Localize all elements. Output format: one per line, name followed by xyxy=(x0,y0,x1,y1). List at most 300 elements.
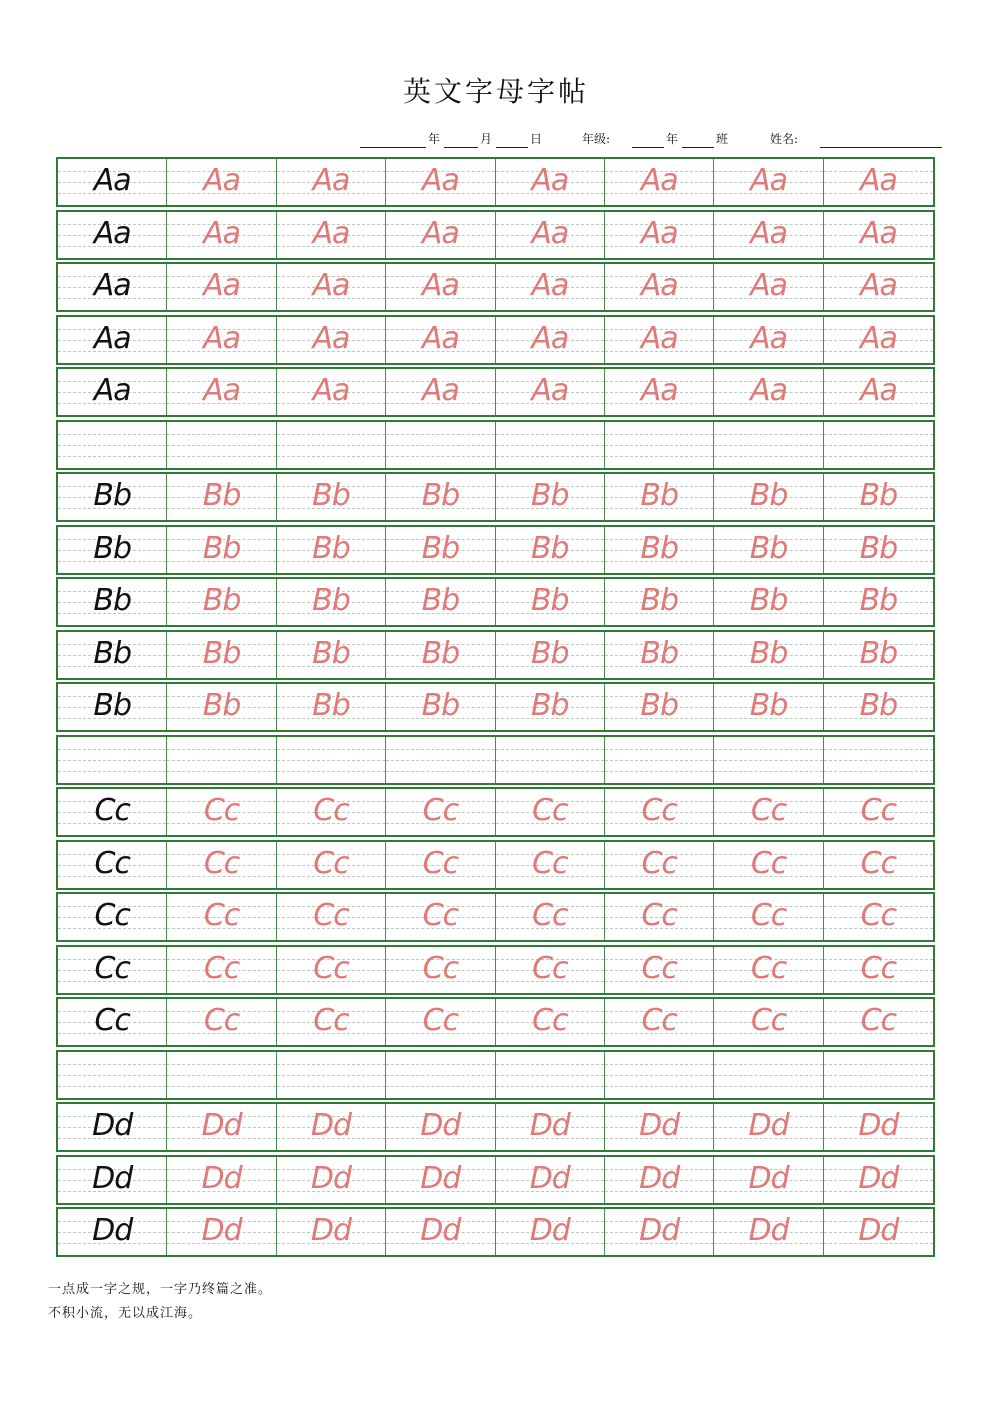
year-blank[interactable] xyxy=(360,147,426,148)
trace-cell[interactable] xyxy=(714,579,823,625)
trace-letter: Cc xyxy=(532,1003,568,1038)
trace-cell[interactable] xyxy=(167,159,276,205)
trace-letter: Aa xyxy=(203,373,241,408)
trace-cell[interactable] xyxy=(496,527,605,573)
guide-line xyxy=(714,1086,822,1087)
trace-cell[interactable] xyxy=(277,789,386,835)
trace-cell[interactable] xyxy=(277,579,386,625)
trace-cell[interactable] xyxy=(496,947,605,993)
trace-cell[interactable] xyxy=(386,947,495,993)
trace-cell[interactable] xyxy=(167,737,276,783)
name-label: 姓名: xyxy=(770,132,799,146)
model-cell[interactable] xyxy=(58,842,167,888)
trace-cell[interactable] xyxy=(714,474,823,520)
model-cell[interactable] xyxy=(58,579,167,625)
trace-letter: Cc xyxy=(860,898,897,933)
guide-line xyxy=(58,1064,166,1065)
trace-cell[interactable] xyxy=(277,632,386,678)
guide-line xyxy=(605,749,713,750)
trace-cell[interactable] xyxy=(386,789,495,835)
trace-letter: Dd xyxy=(748,1213,789,1248)
trace-cell[interactable] xyxy=(386,894,495,940)
trace-cell[interactable] xyxy=(386,422,495,468)
guide-line xyxy=(824,771,933,772)
trace-letter: Bb xyxy=(749,478,788,513)
trace-cell[interactable] xyxy=(167,684,276,730)
trace-cell[interactable] xyxy=(714,527,823,573)
trace-cell[interactable] xyxy=(277,317,386,363)
trace-cell[interactable] xyxy=(167,1157,276,1203)
trace-cell[interactable] xyxy=(605,579,714,625)
trace-letter: Aa xyxy=(859,268,897,303)
trace-cell[interactable] xyxy=(605,947,714,993)
trace-cell[interactable] xyxy=(386,999,495,1045)
trace-letter: Aa xyxy=(640,163,678,198)
trace-cell[interactable] xyxy=(714,894,823,940)
trace-letter: Cc xyxy=(860,950,897,986)
guide-line xyxy=(167,456,275,457)
trace-cell[interactable] xyxy=(605,527,714,573)
trace-cell[interactable] xyxy=(386,579,495,625)
model-cell[interactable] xyxy=(58,212,167,258)
trace-letter: Aa xyxy=(531,268,569,303)
trace-cell[interactable] xyxy=(277,684,386,730)
model-letter: Aa xyxy=(93,268,131,303)
trace-letter: Bb xyxy=(421,583,460,618)
practice-row-bb xyxy=(56,472,935,522)
trace-cell[interactable] xyxy=(605,789,714,835)
trace-cell[interactable] xyxy=(496,159,605,205)
trace-letter: Dd xyxy=(748,1160,789,1196)
model-cell[interactable] xyxy=(58,684,167,730)
trace-cell[interactable] xyxy=(277,527,386,573)
trace-cell[interactable] xyxy=(714,1052,823,1098)
trace-letter: Cc xyxy=(860,793,897,828)
trace-cell[interactable] xyxy=(824,1209,933,1255)
trace-letter: Dd xyxy=(748,1108,789,1143)
trace-cell[interactable] xyxy=(167,632,276,678)
handwriting-grid xyxy=(56,157,933,1258)
trace-cell[interactable] xyxy=(167,947,276,993)
model-letter: Dd xyxy=(92,1160,133,1196)
trace-cell[interactable] xyxy=(277,212,386,258)
trace-cell[interactable] xyxy=(496,474,605,520)
trace-cell[interactable] xyxy=(605,474,714,520)
trace-cell[interactable] xyxy=(714,842,823,888)
trace-cell[interactable] xyxy=(496,1052,605,1098)
trace-letter: Bb xyxy=(312,530,350,566)
model-letter: Aa xyxy=(93,215,131,251)
trace-cell[interactable] xyxy=(496,422,605,468)
trace-cell[interactable] xyxy=(824,264,933,310)
trace-letter: Bb xyxy=(421,688,460,723)
trace-letter: Bb xyxy=(530,688,569,723)
trace-cell[interactable] xyxy=(605,737,714,783)
trace-cell[interactable] xyxy=(496,632,605,678)
trace-cell[interactable] xyxy=(824,1104,933,1150)
trace-cell[interactable] xyxy=(824,1157,933,1203)
trace-letter: Dd xyxy=(858,1108,899,1143)
model-cell[interactable] xyxy=(58,1052,167,1098)
guide-line xyxy=(824,1086,933,1087)
trace-letter: Cc xyxy=(203,845,240,881)
trace-cell[interactable] xyxy=(605,684,714,730)
trace-cell[interactable] xyxy=(605,894,714,940)
trace-cell[interactable] xyxy=(605,264,714,310)
trace-cell[interactable] xyxy=(277,737,386,783)
guide-line xyxy=(277,1075,385,1076)
model-cell[interactable] xyxy=(58,527,167,573)
trace-cell[interactable] xyxy=(605,1052,714,1098)
trace-letter: Aa xyxy=(421,163,459,198)
trace-cell[interactable] xyxy=(167,264,276,310)
model-letter: Cc xyxy=(94,1003,130,1038)
guide-line xyxy=(714,1064,822,1065)
trace-cell[interactable] xyxy=(824,1052,933,1098)
model-letter: Aa xyxy=(93,373,131,408)
model-cell[interactable] xyxy=(58,894,167,940)
trace-cell[interactable] xyxy=(605,632,714,678)
trace-letter: Cc xyxy=(641,950,677,986)
model-cell[interactable] xyxy=(58,474,167,520)
guide-line xyxy=(496,456,604,457)
trace-cell[interactable] xyxy=(277,1209,386,1255)
guide-line xyxy=(167,771,275,772)
trace-cell[interactable] xyxy=(496,264,605,310)
grade-year-blank[interactable] xyxy=(632,147,664,148)
model-letter: Aa xyxy=(93,320,131,356)
trace-cell[interactable] xyxy=(277,1104,386,1150)
trace-cell[interactable] xyxy=(496,579,605,625)
trace-cell[interactable] xyxy=(167,369,276,415)
trace-cell[interactable] xyxy=(386,317,495,363)
student-info-line xyxy=(360,130,945,150)
trace-cell[interactable] xyxy=(824,422,933,468)
trace-letter: Aa xyxy=(531,320,569,356)
trace-cell[interactable] xyxy=(277,1052,386,1098)
guide-line xyxy=(605,456,713,457)
trace-letter: Aa xyxy=(640,320,678,356)
guide-line xyxy=(714,445,822,446)
trace-letter: Bb xyxy=(530,478,569,513)
trace-cell[interactable] xyxy=(824,894,933,940)
model-cell[interactable] xyxy=(58,789,167,835)
trace-cell[interactable] xyxy=(714,1104,823,1150)
trace-cell[interactable] xyxy=(824,159,933,205)
trace-cell[interactable] xyxy=(496,894,605,940)
trace-cell[interactable] xyxy=(605,1157,714,1203)
model-cell[interactable] xyxy=(58,317,167,363)
practice-row-bb xyxy=(56,577,935,627)
trace-cell[interactable] xyxy=(605,212,714,258)
model-cell[interactable] xyxy=(58,1104,167,1150)
model-cell[interactable] xyxy=(58,1209,167,1255)
trace-letter: Aa xyxy=(859,320,897,356)
trace-letter: Cc xyxy=(860,845,897,881)
trace-cell[interactable] xyxy=(496,1157,605,1203)
trace-cell[interactable] xyxy=(824,212,933,258)
trace-cell[interactable] xyxy=(605,999,714,1045)
trace-cell[interactable] xyxy=(386,212,495,258)
trace-letter: Bb xyxy=(202,530,241,566)
trace-cell[interactable] xyxy=(386,632,495,678)
model-cell[interactable] xyxy=(58,632,167,678)
model-letter: Dd xyxy=(92,1213,133,1248)
trace-letter: Aa xyxy=(312,268,350,303)
guide-line xyxy=(386,760,494,761)
trace-letter: Cc xyxy=(750,793,787,828)
trace-cell[interactable] xyxy=(714,159,823,205)
trace-cell[interactable] xyxy=(386,1104,495,1150)
trace-letter: Bb xyxy=(749,530,788,566)
trace-cell[interactable] xyxy=(167,579,276,625)
trace-letter: Bb xyxy=(202,635,241,671)
trace-letter: Bb xyxy=(640,583,678,618)
model-cell[interactable] xyxy=(58,264,167,310)
trace-letter: Bb xyxy=(421,530,460,566)
trace-letter: Aa xyxy=(203,320,241,356)
model-cell[interactable] xyxy=(58,947,167,993)
trace-cell[interactable] xyxy=(496,789,605,835)
guide-line xyxy=(605,1075,713,1076)
trace-cell[interactable] xyxy=(386,264,495,310)
trace-letter: Aa xyxy=(531,373,569,408)
trace-letter: Cc xyxy=(422,1003,459,1038)
trace-letter: Cc xyxy=(313,950,349,986)
trace-cell[interactable] xyxy=(167,1052,276,1098)
trace-cell[interactable] xyxy=(824,632,933,678)
trace-letter: Cc xyxy=(532,950,568,986)
guide-line xyxy=(386,1064,494,1065)
trace-cell[interactable] xyxy=(824,684,933,730)
blank-practice-row xyxy=(56,1050,935,1100)
trace-cell[interactable] xyxy=(386,474,495,520)
practice-row-aa xyxy=(56,315,935,365)
trace-letter: Cc xyxy=(641,793,677,828)
trace-letter: Bb xyxy=(640,530,678,566)
trace-cell[interactable] xyxy=(605,1104,714,1150)
trace-letter: Bb xyxy=(530,530,569,566)
trace-cell[interactable] xyxy=(714,999,823,1045)
trace-cell[interactable] xyxy=(277,474,386,520)
trace-letter: Aa xyxy=(750,373,788,408)
guide-line xyxy=(167,760,275,761)
trace-cell[interactable] xyxy=(496,999,605,1045)
trace-cell[interactable] xyxy=(714,317,823,363)
guide-line xyxy=(277,456,385,457)
trace-letter: Bb xyxy=(530,635,569,671)
blank-practice-row xyxy=(56,420,935,470)
trace-cell[interactable] xyxy=(605,1209,714,1255)
trace-letter: Cc xyxy=(422,898,459,933)
trace-cell[interactable] xyxy=(277,159,386,205)
trace-cell[interactable] xyxy=(386,369,495,415)
trace-letter: Dd xyxy=(420,1213,461,1248)
trace-letter: Cc xyxy=(422,793,459,828)
model-cell[interactable] xyxy=(58,1157,167,1203)
month-blank[interactable] xyxy=(444,147,478,148)
trace-cell[interactable] xyxy=(167,317,276,363)
trace-cell[interactable] xyxy=(714,264,823,310)
trace-cell[interactable] xyxy=(386,737,495,783)
trace-letter: Dd xyxy=(639,1108,680,1143)
trace-cell[interactable] xyxy=(277,422,386,468)
trace-letter: Aa xyxy=(859,215,897,251)
trace-cell[interactable] xyxy=(824,474,933,520)
guide-line xyxy=(824,1075,933,1076)
grade-year-label: 年 xyxy=(666,132,679,146)
trace-letter: Bb xyxy=(859,530,898,566)
trace-letter: Aa xyxy=(421,268,459,303)
trace-letter: Bb xyxy=(859,478,898,513)
trace-letter: Aa xyxy=(203,163,241,198)
trace-cell[interactable] xyxy=(167,842,276,888)
trace-letter: Bb xyxy=(640,688,678,723)
guide-line xyxy=(386,445,494,446)
trace-letter: Dd xyxy=(529,1108,570,1143)
guide-line xyxy=(714,434,822,435)
guide-line xyxy=(714,1075,822,1076)
trace-letter: Bb xyxy=(202,478,241,513)
trace-cell[interactable] xyxy=(496,842,605,888)
trace-cell[interactable] xyxy=(496,317,605,363)
trace-cell[interactable] xyxy=(714,789,823,835)
trace-cell[interactable] xyxy=(496,369,605,415)
grade-label: 年级: xyxy=(582,132,611,146)
trace-cell[interactable] xyxy=(386,159,495,205)
trace-letter: Cc xyxy=(203,898,240,933)
model-cell[interactable] xyxy=(58,422,167,468)
trace-letter: Cc xyxy=(750,950,787,986)
trace-letter: Aa xyxy=(312,320,350,356)
guide-line xyxy=(167,1075,275,1076)
trace-cell[interactable] xyxy=(167,527,276,573)
trace-cell[interactable] xyxy=(605,317,714,363)
trace-cell[interactable] xyxy=(167,789,276,835)
trace-cell[interactable] xyxy=(496,684,605,730)
guide-line xyxy=(277,1086,385,1087)
guide-line xyxy=(605,1086,713,1087)
trace-cell[interactable] xyxy=(167,999,276,1045)
trace-cell[interactable] xyxy=(386,842,495,888)
trace-letter: Bb xyxy=(312,688,350,723)
model-cell[interactable] xyxy=(58,737,167,783)
guide-line xyxy=(386,771,494,772)
trace-letter: Cc xyxy=(313,1003,349,1038)
trace-cell[interactable] xyxy=(714,422,823,468)
day-blank[interactable] xyxy=(496,147,528,148)
guide-line xyxy=(496,749,604,750)
trace-cell[interactable] xyxy=(605,422,714,468)
trace-letter: Bb xyxy=(202,688,241,723)
trace-cell[interactable] xyxy=(167,1209,276,1255)
guide-line xyxy=(386,1086,494,1087)
trace-cell[interactable] xyxy=(824,789,933,835)
footer-quote-1: 一点成一字之规，一字乃终篇之准。 xyxy=(48,1282,273,1297)
trace-cell[interactable] xyxy=(496,1104,605,1150)
month-label: 月 xyxy=(480,132,493,146)
trace-cell[interactable] xyxy=(824,369,933,415)
model-letter: Aa xyxy=(93,163,131,198)
trace-cell[interactable] xyxy=(386,684,495,730)
practice-row-aa xyxy=(56,367,935,417)
trace-cell[interactable] xyxy=(277,369,386,415)
trace-cell[interactable] xyxy=(605,369,714,415)
trace-letter: Bb xyxy=(421,635,460,671)
trace-letter: Cc xyxy=(313,898,349,933)
trace-cell[interactable] xyxy=(605,842,714,888)
trace-cell[interactable] xyxy=(277,947,386,993)
trace-letter: Aa xyxy=(640,373,678,408)
class-blank[interactable] xyxy=(682,147,714,148)
guide-line xyxy=(386,456,494,457)
trace-cell[interactable] xyxy=(824,999,933,1045)
trace-cell[interactable] xyxy=(386,527,495,573)
trace-cell[interactable] xyxy=(167,1104,276,1150)
trace-cell[interactable] xyxy=(605,159,714,205)
trace-cell[interactable] xyxy=(824,579,933,625)
model-cell[interactable] xyxy=(58,999,167,1045)
guide-line xyxy=(824,749,933,750)
model-letter: Bb xyxy=(93,478,131,513)
trace-cell[interactable] xyxy=(824,317,933,363)
trace-cell[interactable] xyxy=(167,422,276,468)
trace-cell[interactable] xyxy=(714,212,823,258)
trace-cell[interactable] xyxy=(167,212,276,258)
trace-cell[interactable] xyxy=(824,527,933,573)
trace-cell[interactable] xyxy=(714,632,823,678)
trace-cell[interactable] xyxy=(714,369,823,415)
trace-cell[interactable] xyxy=(167,474,276,520)
trace-cell[interactable] xyxy=(386,1157,495,1203)
guide-line xyxy=(167,749,275,750)
year-label: 年 xyxy=(428,132,441,146)
model-cell[interactable] xyxy=(58,369,167,415)
practice-row-dd xyxy=(56,1155,935,1205)
trace-letter: Dd xyxy=(420,1108,461,1143)
trace-cell[interactable] xyxy=(714,947,823,993)
trace-cell[interactable] xyxy=(167,894,276,940)
trace-cell[interactable] xyxy=(714,1209,823,1255)
trace-cell[interactable] xyxy=(386,1209,495,1255)
trace-cell[interactable] xyxy=(824,947,933,993)
trace-cell[interactable] xyxy=(714,737,823,783)
trace-cell[interactable] xyxy=(496,737,605,783)
trace-cell[interactable] xyxy=(386,1052,495,1098)
day-label: 日 xyxy=(530,132,543,146)
guide-line xyxy=(714,749,822,750)
trace-letter: Dd xyxy=(201,1213,242,1248)
guide-line xyxy=(496,445,604,446)
trace-cell[interactable] xyxy=(824,842,933,888)
trace-letter: Dd xyxy=(529,1160,570,1196)
trace-cell[interactable] xyxy=(277,1157,386,1203)
footer-quote-2: 不积小流，无以成江海。 xyxy=(48,1306,203,1321)
trace-cell[interactable] xyxy=(277,999,386,1045)
trace-cell[interactable] xyxy=(714,684,823,730)
trace-cell[interactable] xyxy=(824,737,933,783)
model-cell[interactable] xyxy=(58,159,167,205)
trace-cell[interactable] xyxy=(496,212,605,258)
trace-cell[interactable] xyxy=(277,264,386,310)
trace-letter: Aa xyxy=(640,215,678,251)
name-blank[interactable] xyxy=(820,147,942,148)
trace-cell[interactable] xyxy=(277,894,386,940)
guide-line xyxy=(58,456,166,457)
trace-cell[interactable] xyxy=(277,842,386,888)
trace-cell[interactable] xyxy=(496,1209,605,1255)
trace-cell[interactable] xyxy=(714,1157,823,1203)
